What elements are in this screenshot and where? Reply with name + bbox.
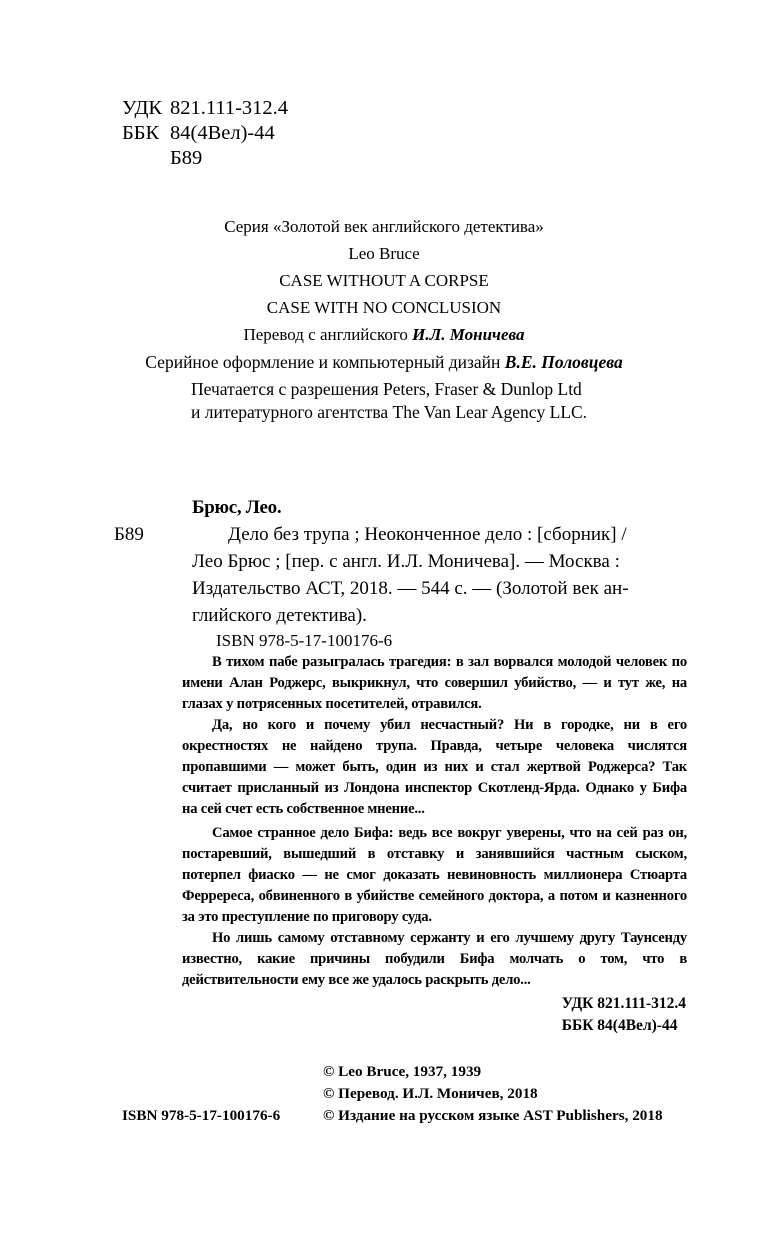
udk-label: УДК bbox=[122, 97, 163, 119]
bbk-label: ББК bbox=[122, 122, 160, 144]
design-prefix: Серийное оформление и компьютерный дизайн bbox=[145, 352, 501, 372]
original-title-2: CASE WITH NO CONCLUSION bbox=[266, 298, 502, 317]
annotation-paragraph: В тихом пабе разыгралась трагедия: в зал ворвался молодой человек по имени Алан Роджерс, выкрикнул, что совершил убийство, — и тут же, на глазах у потрясенных посетителей, отравился. bbox=[182, 654, 687, 712]
annotation-paragraph: Да, но кого и почему убил несчастный? Ни в городке, ни в его окрестностях не найдено трупа. Правда, четыре человека числятся пропавшими — может быть, один из них и стал жертвой Роджерса? Так считает присланный из Лондона инспектор Скотленд-Ярда. Однако у Бифа на сей счет есть собственное мнение... bbox=[182, 717, 687, 817]
copyright-line-1: © Leo Bruce, 1937, 1939 bbox=[323, 1063, 482, 1080]
original-author: Leo Bruce bbox=[348, 244, 420, 263]
catalog-line: Лео Брюс ; [пер. с англ. И.Л. Моничева]. — Москва : bbox=[192, 551, 620, 572]
catalog-line: Дело без трупа ; Неоконченное дело : [сборник] / bbox=[228, 524, 627, 545]
annotation-book-2 bbox=[182, 823, 687, 991]
udk-right: УДК 821.111-312.4 bbox=[561, 995, 686, 1012]
bbk-right: ББК 84(4Вел)-44 bbox=[561, 1017, 678, 1034]
catalog-line: глийского детектива). bbox=[192, 605, 367, 626]
catalog-isbn: ISBN 978-5-17-100176-6 bbox=[216, 631, 393, 650]
permission-notice bbox=[191, 378, 587, 424]
original-title-1: CASE WITHOUT A CORPSE bbox=[279, 271, 489, 290]
udk-row bbox=[122, 96, 288, 121]
permission-line-2: и литературного агентства The Van Lear Agency LLC. bbox=[191, 402, 588, 422]
annotation-paragraph: Но лишь самому отставному сержанту и его лучшему другу Таунсенду известно, какие причины побудили Бифа молчать о том, что в действительности ему все же удалось раскрыть дело... bbox=[182, 930, 687, 988]
permission-line-1: Печатается с разрешения Peters, Fraser & Dunlop Ltd bbox=[191, 379, 582, 399]
annotation-book-1 bbox=[182, 652, 687, 820]
classification-codes bbox=[122, 96, 288, 171]
copyright-block bbox=[323, 1061, 663, 1127]
isbn-bottom: ISBN 978-5-17-100176-6 bbox=[122, 1107, 281, 1124]
bbk-value: 84(4Вел)-44 bbox=[170, 122, 275, 144]
annotation-paragraph: Самое странное дело Бифа: ведь все вокруг уверены, что на сей раз он, постаревший, вышедший в отставку и занявшийся частным сыском, потерпел фиаско — не смог доказать невиновность миллионера Стюарта Ферререса, обвиненного в убийстве семейного доктора, а потом и казненного за это преступление по приговору суда. bbox=[182, 825, 687, 925]
series-title: Серия «Золотой век английского детектива» bbox=[224, 217, 544, 236]
translator-name: И.Л. Моничева bbox=[412, 325, 525, 344]
catalog-description bbox=[192, 521, 692, 629]
catalog-author-heading: Брюс, Лео. bbox=[192, 497, 282, 518]
catalog-mark: Б89 bbox=[114, 524, 144, 545]
translation-credit bbox=[0, 325, 768, 345]
catalog-line: Издательство АСТ, 2018. — 544 с. — (Золотой век ан- bbox=[192, 578, 629, 599]
author-mark-text: Б89 bbox=[170, 147, 203, 169]
copyright-line-2: © Перевод. И.Л. Моничев, 2018 bbox=[323, 1085, 538, 1102]
designer-name: В.Е. Половцева bbox=[504, 352, 623, 372]
author-mark bbox=[122, 146, 288, 171]
design-credit bbox=[0, 352, 768, 373]
copyright-line-3: © Издание на русском языке AST Publishers, 2018 bbox=[323, 1107, 663, 1124]
udk-value: 821.111-312.4 bbox=[170, 97, 289, 119]
bbk-row bbox=[122, 121, 288, 146]
classification-codes-right bbox=[562, 993, 686, 1037]
translation-prefix: Перевод с английского bbox=[243, 325, 408, 344]
